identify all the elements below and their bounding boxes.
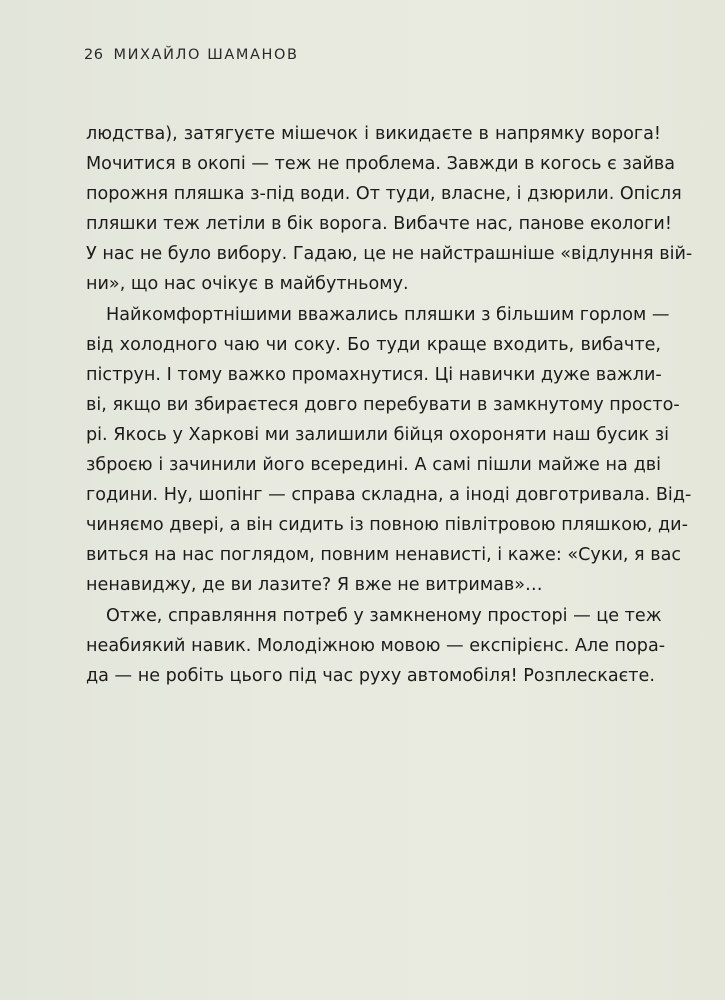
author-name: МИХАЙЛО ШАМАНОВ <box>113 47 299 63</box>
text-line: людства), затягуєте мішечок і викидаєте в напрямку ворога! <box>86 124 661 144</box>
text-line: від холодного чаю чи соку. Бо туди краще входить, вибачте, <box>86 334 661 355</box>
text-line: пляшки теж летіли в бік ворога. Вибачте нас, панове екологи! <box>86 214 672 235</box>
text-line: ни», що нас очікує в майбутньому. <box>86 274 409 295</box>
text-line: Отже, справляння потреб у замкненому просторі — це теж <box>106 605 662 626</box>
text-line: чиняємо двері, а він сидить із повною півлітровою пляшкою, ди- <box>86 515 688 536</box>
text-line: У нас не було вибору. Гадаю, це не найстрашніше «відлуння вій- <box>86 244 693 265</box>
text-line: години. Ну, шопінг — справа складна, а іноді довготривала. Від- <box>86 485 692 506</box>
text-line: піструн. І тому важко промахнутися. Ці навички дуже важли- <box>86 364 662 385</box>
text-line: Мочитися в окопі — теж не проблема. Завжди в когось є зайва <box>86 154 676 175</box>
page-number: 26 <box>84 47 104 63</box>
body-text <box>86 119 693 691</box>
text-line: да — не робіть цього під час руху автомобіля! Розплескаєте. <box>86 665 655 686</box>
text-line: Найкомфортнішими вважались пляшки з більшим горлом — <box>106 304 670 325</box>
text-line: ві, якщо ви збираєтеся довго перебувати в замкнутому просто- <box>86 394 680 415</box>
text-line: зброєю і зачинили його всередині. А самі пішли майже на дві <box>86 455 661 476</box>
text-line: ненавиджу, де ви лазите? Я вже не витримав»… <box>86 575 543 596</box>
running-head <box>84 47 299 63</box>
text-line: порожня пляшка з-під води. От туди, власне, і дзюрили. Опісля <box>86 184 682 205</box>
text-line: виться на нас поглядом, повним ненависті, і каже: «Суки, я вас <box>86 545 682 566</box>
text-line: неабиякий навик. Молодіжною мовою — експірієнс. Але пора- <box>86 635 666 656</box>
text-line: рі. Якось у Харкові ми залишили бійця охороняти наш бусик зі <box>86 424 670 445</box>
